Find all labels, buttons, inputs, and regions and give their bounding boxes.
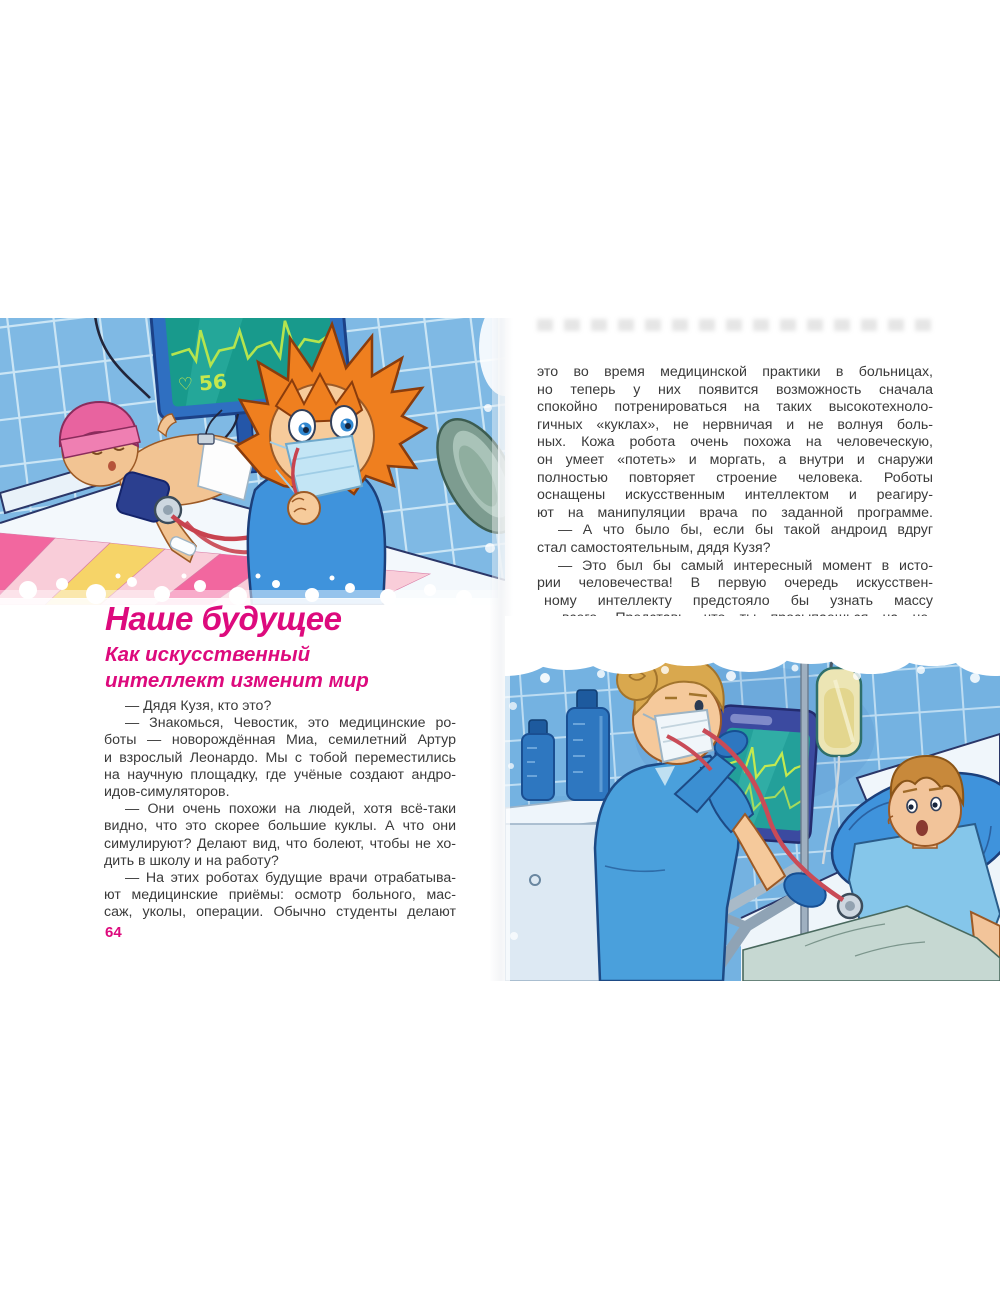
text-line: и взрослый Леонардо. Мы с тобой переместились <box>104 749 456 766</box>
text-line: оснащены искусственным интеллектом и реагиру- <box>537 487 933 504</box>
text-line: это во время медицинской практики в больницах, <box>537 364 933 380</box>
page-number: 64 <box>105 924 122 941</box>
text-line: на научную площадку, где учёные создают андро- <box>104 766 456 783</box>
text-line: боты — новорождённая Миа, семилетний Артур <box>104 732 456 749</box>
text-line: полностью повторяет строение человека. Роботы <box>537 469 933 486</box>
right-illustration-svg <box>505 616 1000 981</box>
text-line: ют медицинские приёмы: осмотр больного, мас- <box>104 887 456 904</box>
heart-rate-icon: ♡ <box>177 374 195 396</box>
text-line: — Дядя Кузя, кто это? <box>125 698 272 714</box>
right-page-body <box>537 364 933 646</box>
text-line: он умеет «потеть» и моргать, а внутри и снаружи <box>537 451 933 468</box>
text-line: гичных «куклах», не нервничая и не волнуя боль- <box>537 416 933 433</box>
faded-text-remnant <box>537 319 933 331</box>
left-page-body <box>104 698 456 921</box>
left-illustration-svg <box>0 318 505 605</box>
text-line: видно, что это скорее большие куклы. А что они <box>104 818 456 835</box>
text-line: рии человечества! В первую очередь искусствен- <box>537 575 933 592</box>
text-line: — Знакомься, Чевостик, это медицинские ро- <box>125 715 456 732</box>
text-line: симулируют? Делают вид, что болеют, чтобы не хо- <box>104 835 456 852</box>
text-line: дить в школу и на работу? <box>104 852 279 869</box>
text-line: ных. Кожа робота очень похожа на человеческую, <box>537 434 933 451</box>
text-line: — Это был бы самый интересный момент в исто- <box>558 557 933 574</box>
hand <box>288 492 320 524</box>
chapter-subtitle: Как искусственный интеллект изменит мир <box>105 643 369 692</box>
text-line: ют на манипуляции врача по заданной программе. <box>537 504 933 521</box>
heart-rate-value: 56 <box>197 369 228 396</box>
text-line: — Они очень похожи на людей, хотя всё-таки <box>125 801 456 818</box>
text-line: но теперь у них появится возможность сначала <box>537 381 933 398</box>
text-line: саж, уколы, операции. Обычно студенты делают <box>104 904 456 921</box>
chapter-heading-block <box>105 600 465 694</box>
chapter-title: Наше будущее <box>105 600 342 637</box>
open-mouth <box>916 820 928 836</box>
text-line: стал самостоятельным, дядя Кузя? <box>537 539 771 556</box>
text-line: ному интеллекту предстояло бы узнать массу <box>544 592 933 609</box>
illustration-chevostik-examines-doll <box>0 318 505 605</box>
text-line: — А что было бы, если бы такой андроид вдруг <box>558 522 933 539</box>
text-line: идов-симуляторов. <box>104 783 230 800</box>
text-line: спокойно потренироваться на таких высокотехноло- <box>537 399 933 416</box>
text-line: — На этих роботах будущие врачи отрабатыва- <box>125 869 456 886</box>
illustration-nurse-examines-boy <box>505 616 1000 981</box>
